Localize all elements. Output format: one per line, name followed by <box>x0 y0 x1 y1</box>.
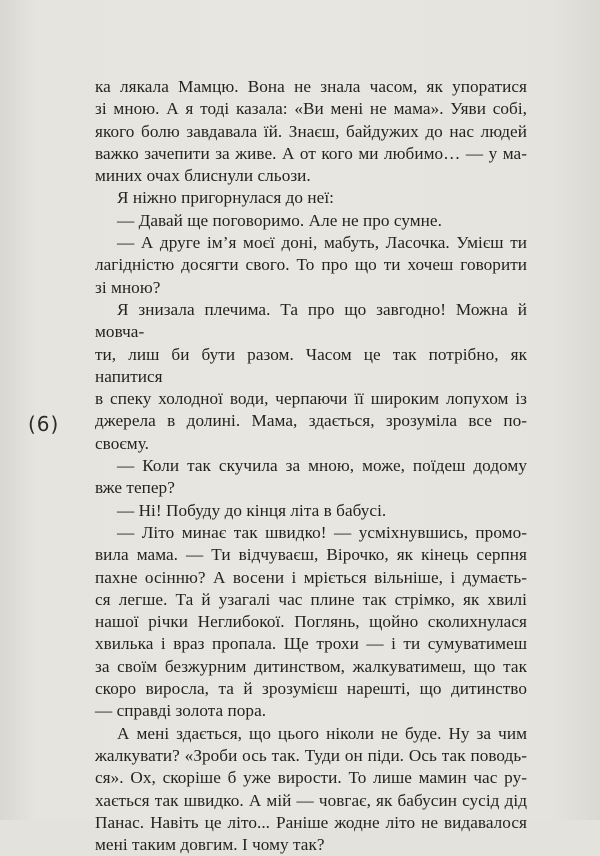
text-line: жалкувати? «Зроби ось так. Туди он піди. Ось так поводь- <box>95 745 527 765</box>
text-line: Я ніжно пригорнулася до неї: <box>117 188 334 208</box>
text-line: пахне осінню? А восени і мріється вільніше, і думаєть- <box>95 567 527 587</box>
text-line: за своїм безжурним дитинством, жалкуватимеш, що так <box>95 656 527 676</box>
text-line: — Ні! Побуду до кінця літа в бабусі. <box>117 500 387 520</box>
text-line: зі мною? <box>95 277 161 297</box>
text-line: ка лякала Мамцю. Вона не знала часом, як упоратися <box>95 77 527 96</box>
text-line: ти, лиш би бути разом. Часом це так потрібно, як напитися <box>95 344 527 386</box>
page-text <box>95 76 527 856</box>
text-line: Панас. Навіть це літо... Раніше жодне літо не видавалося <box>95 812 527 832</box>
text-line: важко зачепити за живе. А от кого ми любимо… — у ма- <box>95 143 527 163</box>
text-line: ся». Ох, скоріше б уже вирости. То лише мамин час ру- <box>95 768 527 788</box>
text-line: лагідністю досягти свого. То про що ти хочеш говорити <box>95 255 527 275</box>
text-line: вила мама. — Ти відчуваєш, Вірочко, як кінець серпня <box>95 545 527 565</box>
handwritten-margin-note: (6) <box>28 412 60 436</box>
text-line: миних очах блиснули сльози. <box>95 166 311 186</box>
text-line: мені таким довгим. І чому так? <box>95 835 325 855</box>
text-line: нашої річки Неглибокої. Поглянь, щойно сколихнулася <box>95 612 527 632</box>
text-line: — Літо минає так швидко! — усміхнувшись, промо- <box>117 522 527 542</box>
text-line: ся легше. Та й узагалі час плине так стрімко, як хвилі <box>95 589 527 609</box>
text-line: в спеку холодної води, черпаючи її широким лопухом із <box>95 389 527 409</box>
text-line: — А друге ім’я моєї доні, мабуть, Ласочка. Умієш ти <box>117 233 527 253</box>
text-line: якого болю завдавала їй. Знаєш, байдужих до нас людей <box>95 121 527 141</box>
text-line: зі мною. А я тоді казала: «Ви мені не мама». Уяви собі, <box>95 99 527 119</box>
text-line: хвилька і враз пропала. Ще трохи — і ти сумуватимеш <box>95 634 527 654</box>
text-line: А мені здається, що цього ніколи не буде. Ну за чим <box>117 723 527 743</box>
text-line: джерела в долині. Мама, здається, зрозуміла все по-своєму. <box>95 411 527 453</box>
text-line: Я знизала плечима. Та про що завгодно! Можна й мовча- <box>95 299 527 342</box>
text-line: — Давай ще поговоримо. Але не про сумне. <box>117 210 442 230</box>
text-line: — справді золота пора. <box>95 701 267 721</box>
text-line: хається так швидко. А мій — човгає, як бабусин сусід дід <box>95 790 527 810</box>
text-line: скоро виросла, та й зрозумієш нарешті, що дитинство <box>95 679 527 699</box>
text-line: — Коли так скучила за мною, може, поїдеш додому <box>117 456 527 476</box>
text-line: вже тепер? <box>95 478 175 498</box>
